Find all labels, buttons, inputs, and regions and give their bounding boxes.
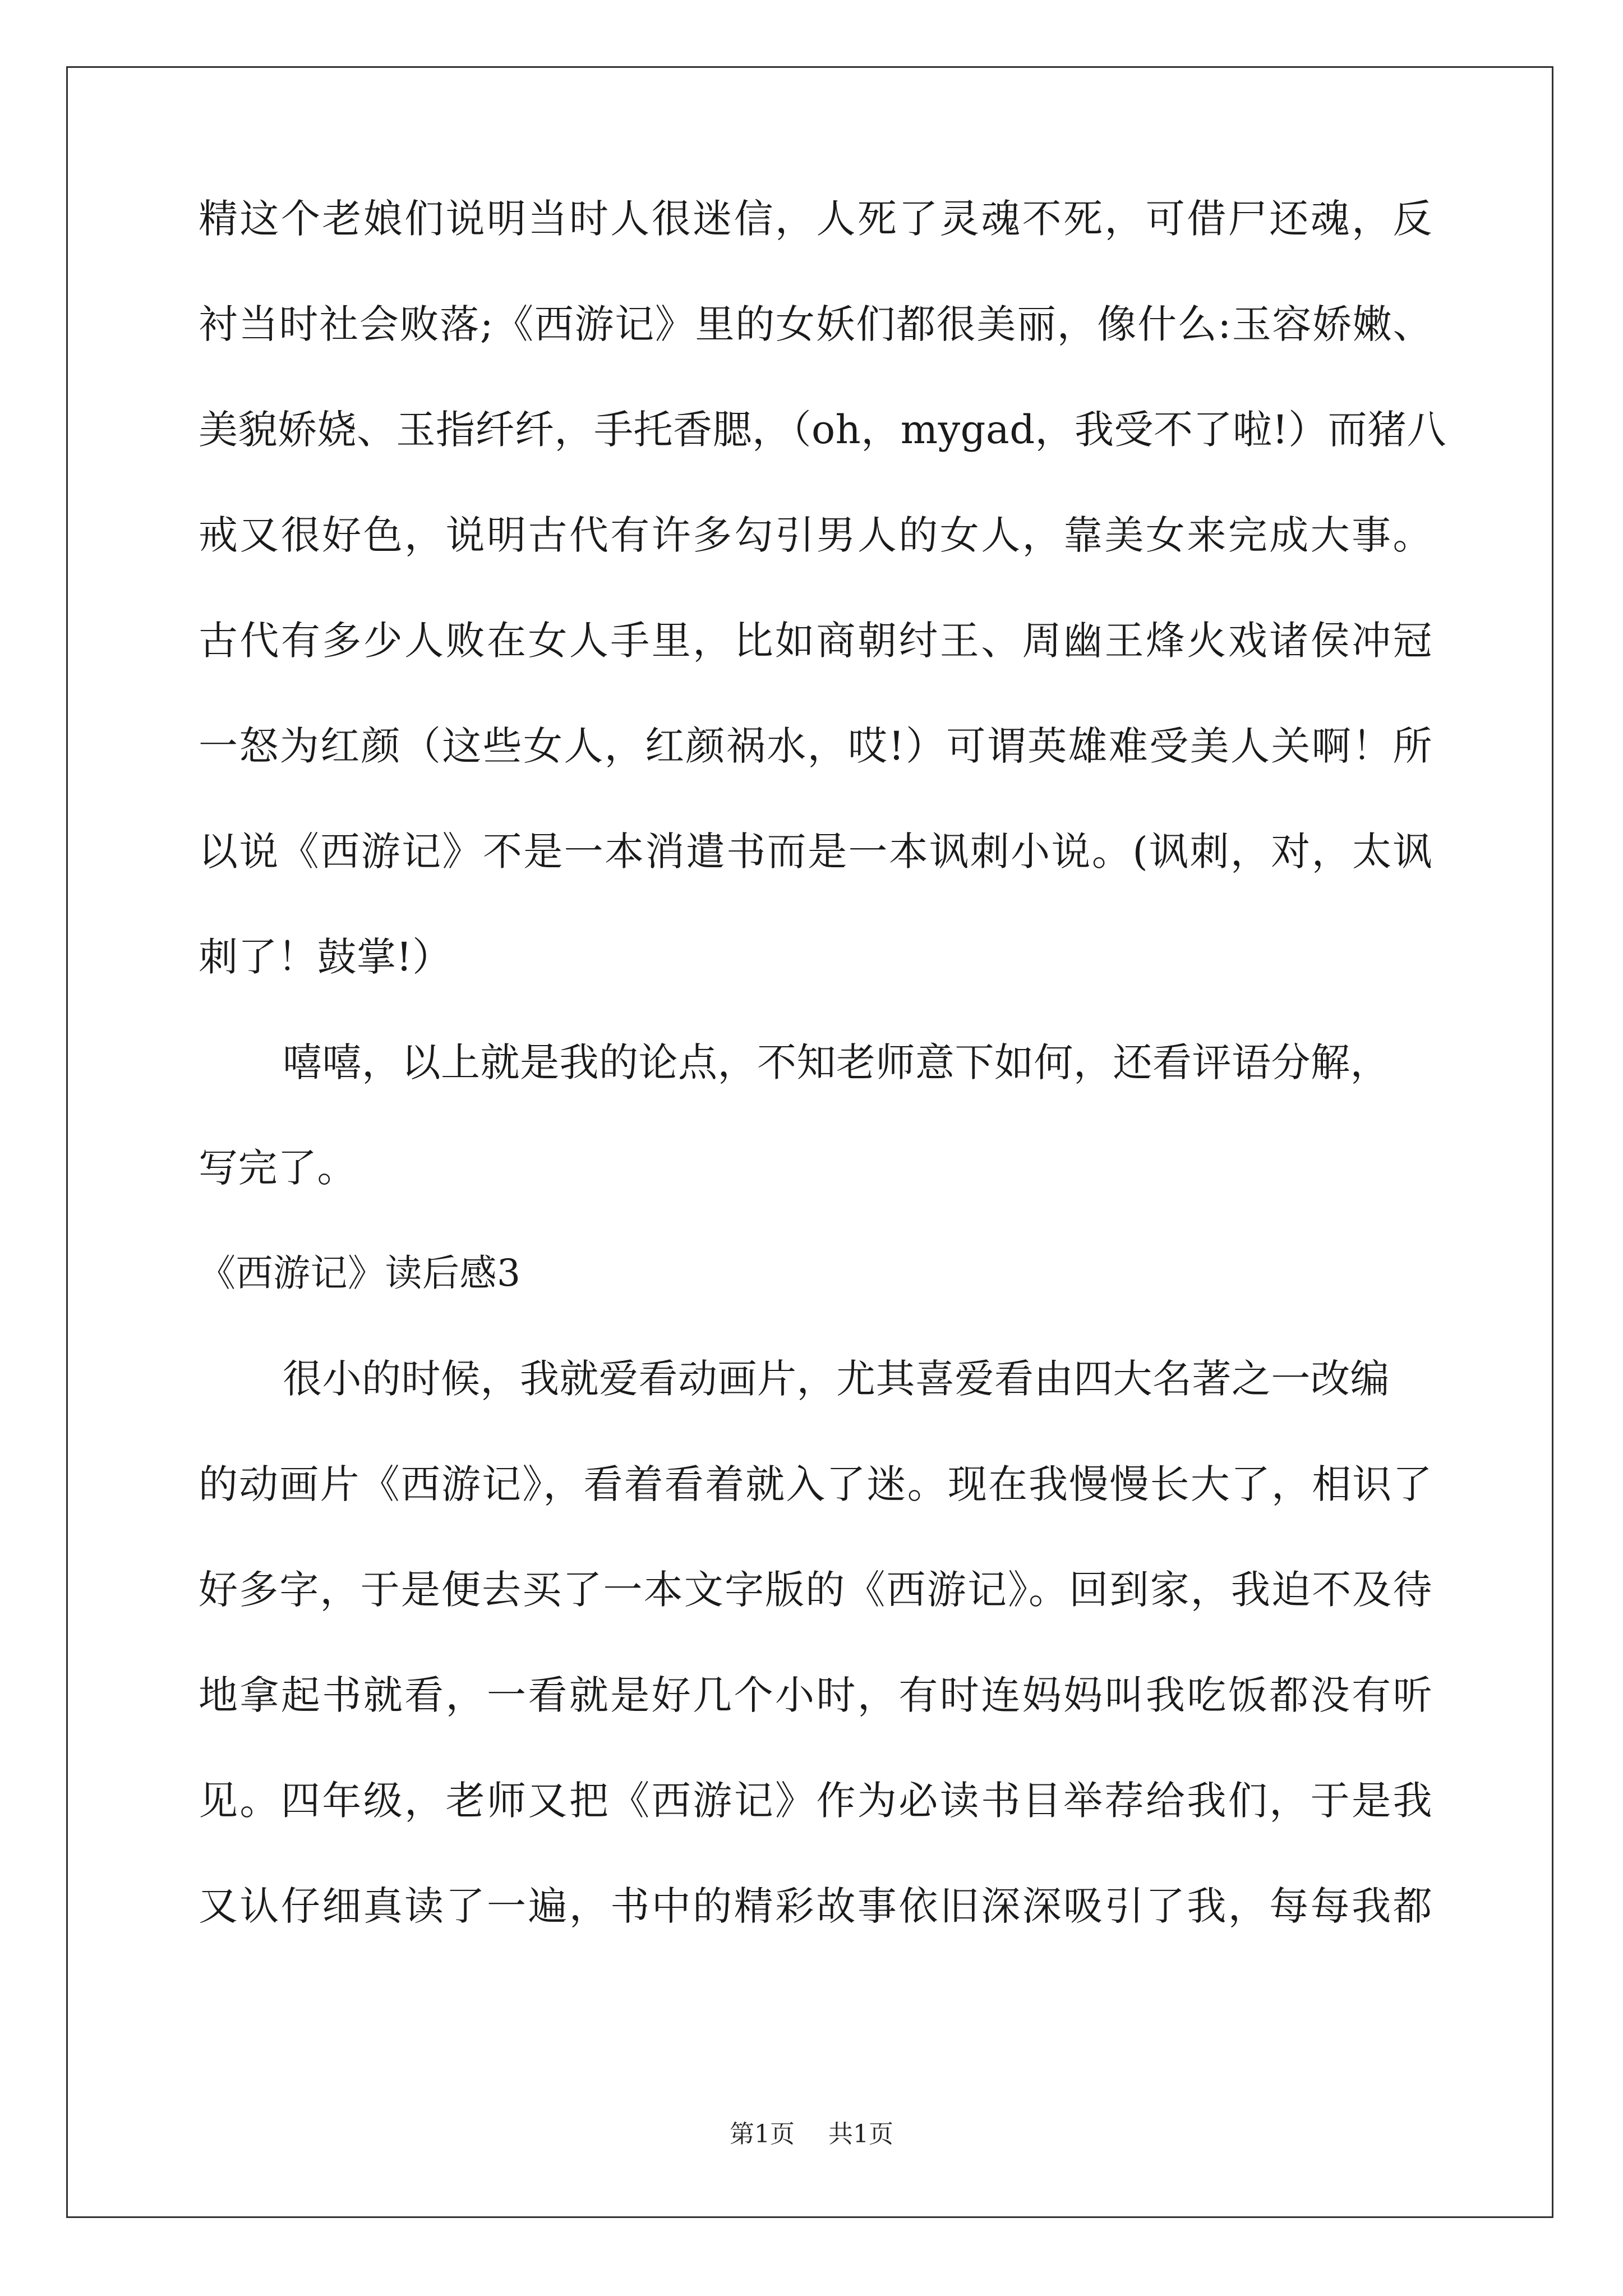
text-line: 地拿起书就看，一看就是好几个小时，有时连妈妈叫我吃饭都没有听: [199, 1672, 1432, 1718]
page-total: 共1页: [828, 2120, 893, 2148]
text-line: 戒又很好色，说明古代有许多勾引男人的女人，靠美女来完成大事。: [199, 512, 1432, 558]
text-line: 古代有多少人败在女人手里，比如商朝纣王、周幽王烽火戏诸侯冲冠: [199, 618, 1432, 664]
paragraph-start-line: 嘻嘻，以上就是我的论点，不知老师意下如何，还看评语分解，: [283, 1039, 1390, 1085]
text-line: 见。四年级，老师又把《西游记》作为必读书目举荐给我们，于是我: [199, 1778, 1432, 1824]
text-line: 写完了。: [199, 1145, 357, 1191]
page-number: 第1页: [730, 2120, 795, 2148]
text-line: 衬当时社会败落;《西游记》里的女妖们都很美丽，像什么:玉容娇嫩、: [199, 301, 1432, 347]
text-line: 刺了！鼓掌!）: [199, 934, 452, 980]
section-heading: 《西游记》读后感3: [199, 1251, 521, 1295]
text-line: 好多字，于是便去买了一本文字版的《西游记》。回到家，我迫不及待: [199, 1567, 1432, 1613]
text-line: 美貌娇娆、玉指纤纤，手托香腮，（oh，mygad，我受不了啦!）而猪八: [199, 407, 1447, 453]
text-line: 一怒为红颜（这些女人，红颜祸水，哎!）可谓英雄难受美人关啊！所: [199, 723, 1432, 769]
paragraph-start-line: 很小的时候，我就爱看动画片，尤其喜爱看由四大名著之一改编: [283, 1356, 1390, 1402]
page-footer: [0, 2118, 1623, 2151]
text-line: 精这个老娘们说明当时人很迷信，人死了灵魂不死，可借尸还魂，反: [199, 196, 1432, 242]
text-line: 又认仔细真读了一遍，书中的精彩故事依旧深深吸引了我，每每我都: [199, 1883, 1432, 1929]
text-line: 的动画片《西游记》，看着看着就入了迷。现在我慢慢长大了，相识了: [199, 1461, 1432, 1507]
text-line: 以说《西游记》不是一本消遣书而是一本讽刺小说。(讽刺，对，太讽: [199, 829, 1432, 875]
